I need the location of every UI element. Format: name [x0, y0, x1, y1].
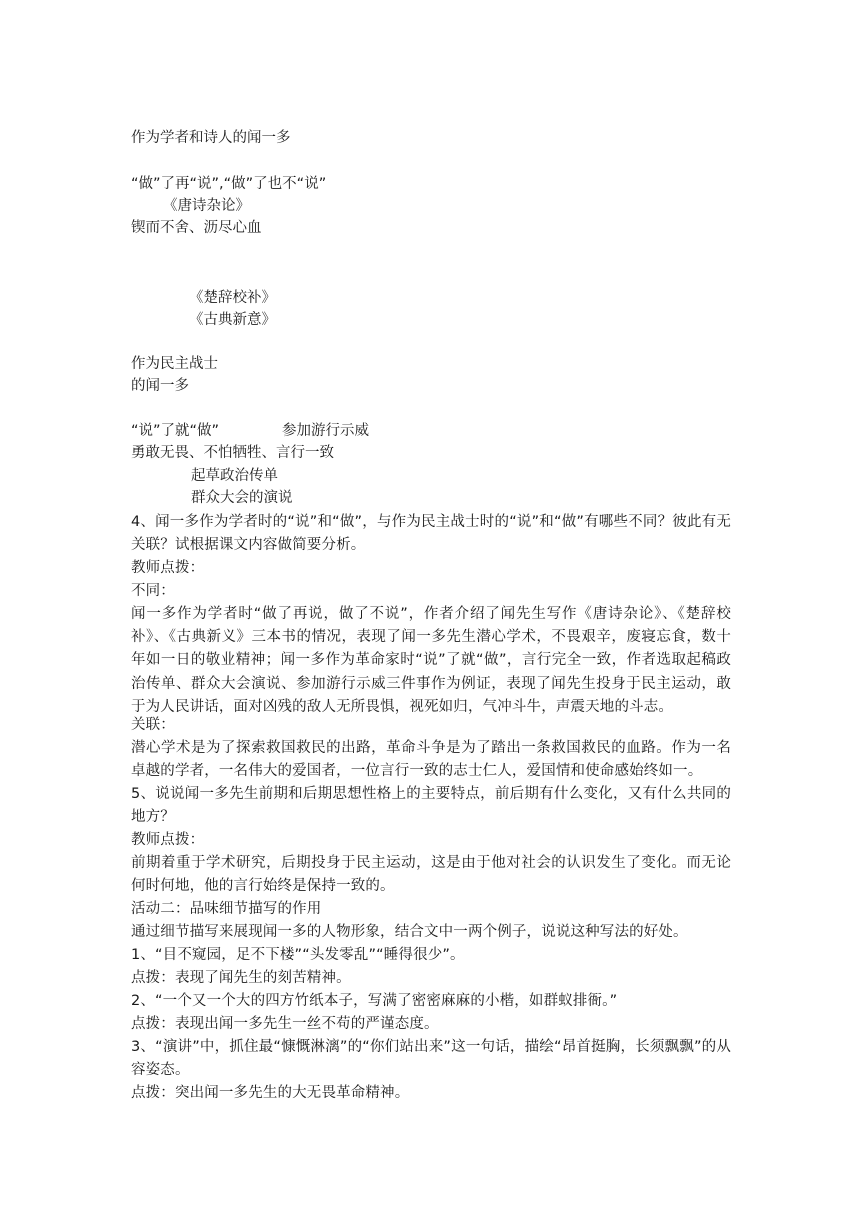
deed-parade: 参加游行示威 — [282, 423, 369, 439]
example-2: 2、“一个又一个大的四方竹纸本子，写满了密密麻麻的小楷，如群蚁排衙。” — [131, 993, 618, 1009]
scholar-motto: “做”了再“说”,“做”了也不“说” — [131, 176, 327, 192]
fighter-heading-line2: 的闻一多 — [131, 378, 189, 394]
activity-2-task: 通过细节描写来展现闻一多的人物形象，结合文中一两个例子，说说这种写法的好处。 — [131, 924, 688, 940]
teacher-hint-label: 教师点拨： — [131, 832, 205, 848]
difference-text: 闻一多作为学者时“做了再说，做了不说”，作者介绍了闻先生写作《唐诗杂论》、《楚辞校补》、《古典新义》三本书的情况，表现了闻一多先生潜心学术，不畏艰辛，废寝忘食，数十年如一日的敬业精神；闻一多作为革命家时“说”了就“做”，言行完全一致，作者选取起稿政治传单、群众大会演说、参加游行示威三件事作为例证，表现了闻先生投身于民主运动，敢于为人民讲话，面对凶残的敌人无所畏惧，视死如归，气冲斗牛，声震天地的斗志。 — [131, 606, 731, 715]
book-title-chuci: 《楚辞校补》 — [189, 290, 276, 306]
scholar-heading: 作为学者和诗人的闻一多 — [131, 130, 291, 146]
question-4: 4、闻一多作为学者时的“说”和“做”，与作为民主战士时的“说”和“做”有哪些不同？彼此有无关联？试根据课文内容做简要分析。 — [131, 514, 731, 554]
example-1-hint: 点拨：表现了闻先生的刻苦精神。 — [131, 970, 351, 986]
example-3: 3、“演讲”中，抓住最“慷慨淋漓”的“你们站出来”这一句话，描绘“昂首挺胸，长须飘飘”的从容姿态。 — [131, 1039, 731, 1079]
fighter-heading-line1: 作为民主战士 — [131, 356, 218, 372]
fighter-trait: 勇敢无畏、不怕牺牲、言行一致 — [131, 445, 334, 461]
example-3-hint: 点拨：突出闻一多先生的大无畏革命精神。 — [131, 1085, 410, 1101]
question-5-answer: 前期着重于学术研究，后期投身于民主运动，这是由于他对社会的认识发生了变化。而无论何时何地，他的言行始终是保持一致的。 — [131, 855, 731, 895]
activity-2-heading: 活动二：品味细节描写的作用 — [131, 901, 322, 917]
difference-label: 不同： — [131, 583, 175, 599]
scholar-trait: 锲而不舍、沥尽心血 — [131, 220, 262, 236]
connection-label: 关联： — [131, 717, 175, 733]
question-5: 5、说说闻一多先生前期和后期思想性格上的主要特点，前后期有什么变化，又有什么共同的地方？ — [131, 786, 731, 826]
connection-text: 潜心学术是为了探索救国救民的出路，革命斗争是为了踏出一条救国救民的血路。作为一名卓越的学者，一名伟大的爱国者，一位言行一致的志士仁人，爱国情和使命感始终如一。 — [131, 740, 731, 780]
fighter-motto: “说”了就“做” — [131, 423, 220, 439]
example-1: 1、“目不窥园，足不下楼”“头发零乱”“睡得很少”。 — [131, 947, 465, 963]
example-2-hint: 点拨：表现出闻一多先生一丝不苟的严谨态度。 — [131, 1016, 439, 1032]
deed-speech: 群众大会的演说 — [191, 490, 293, 506]
book-title-tangshi: 《唐诗杂论》 — [163, 198, 250, 214]
book-title-gudian: 《古典新意》 — [189, 312, 276, 328]
deed-leaflet: 起草政治传单 — [191, 468, 278, 484]
teacher-hint-label: 教师点拨： — [131, 560, 205, 576]
